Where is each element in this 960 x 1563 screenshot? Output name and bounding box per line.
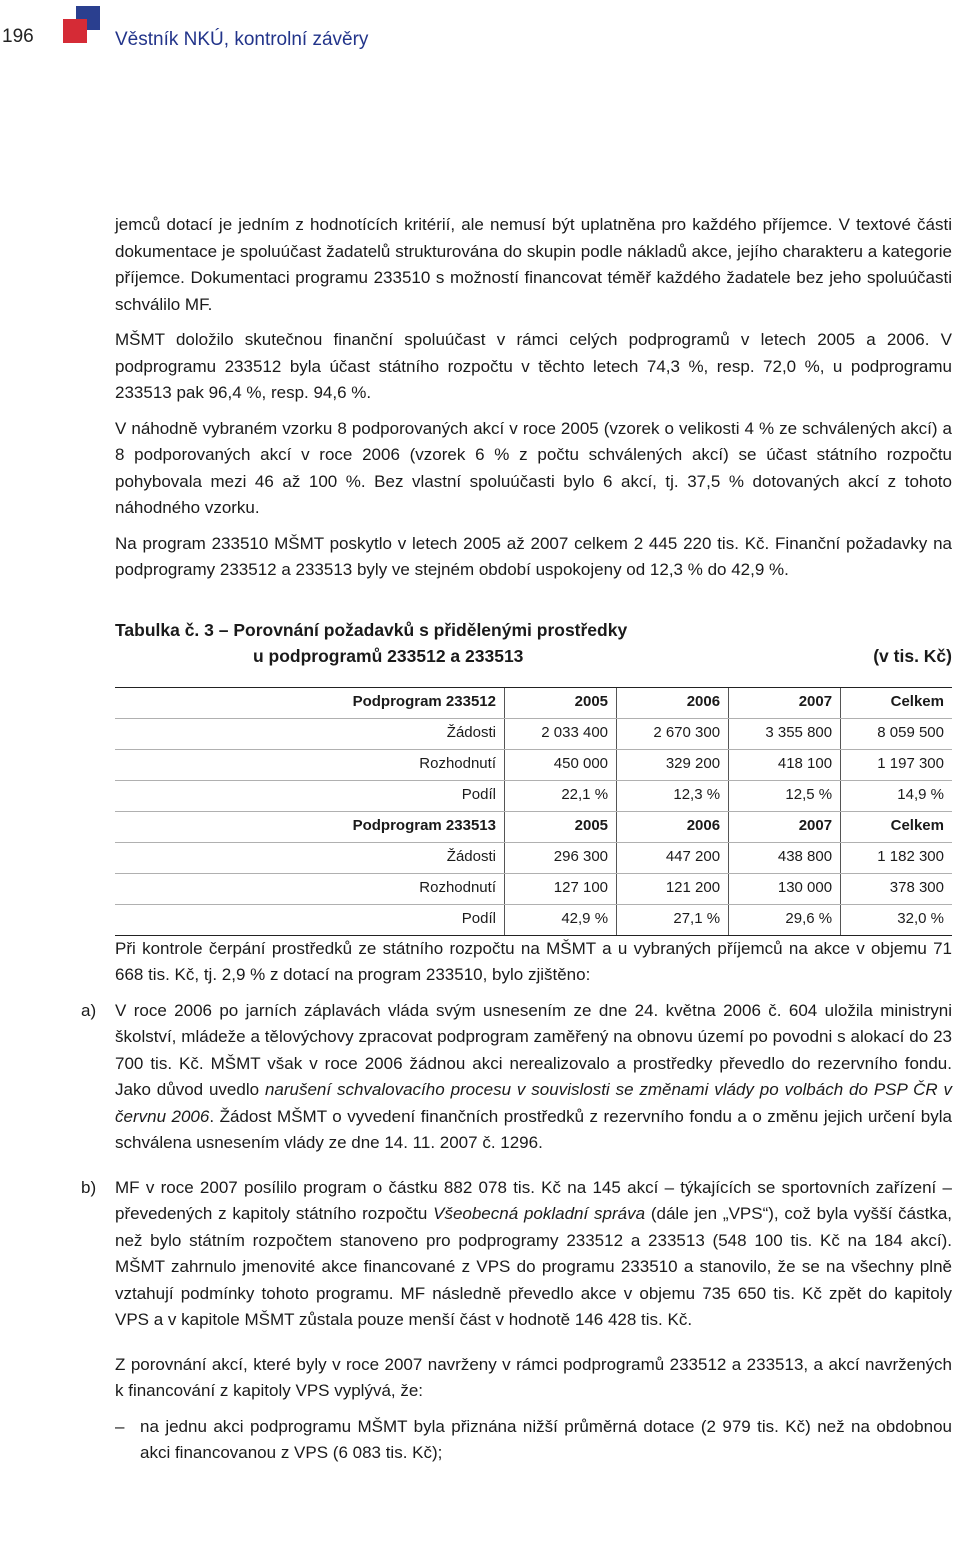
table-row xyxy=(115,780,952,811)
row-label-cell: Žádosti xyxy=(115,842,505,873)
table-title-line2: u podprogramů 233512 a 233513 xyxy=(253,645,524,666)
table-cell: 329 200 xyxy=(617,749,729,780)
table-cell: 14,9 % xyxy=(841,780,952,811)
table-cell: 2 033 400 xyxy=(505,718,617,749)
dash-marker: – xyxy=(115,1416,125,1436)
row-label-cell: Rozhodnutí xyxy=(115,749,505,780)
list-item-b xyxy=(81,1175,952,1334)
table-cell: 378 300 xyxy=(841,873,952,904)
paragraph: Při kontrole čerpání prostředků ze státního rozpočtu na MŠMT a u vybraných příjemců na akce v objemu 71 668 tis. Kč, tj. 2,9 % z dotací na program 233510, bylo zjištěno: xyxy=(115,938,952,984)
table-row xyxy=(115,904,952,935)
table-cell: 8 059 500 xyxy=(841,718,952,749)
row-label-cell: Podíl xyxy=(115,780,505,811)
table-cell: 1 197 300 xyxy=(841,749,952,780)
table-cell: 2005 xyxy=(505,811,617,842)
paragraph: Na program 233510 MŠMT poskytlo v letech 2005 až 2007 celkem 2 445 220 tis. Kč. Finanční požadavky na podprogramy 233512 a 233513 byly ve stejném období uspokojeny od 12,3 % do 42,9 %. xyxy=(115,533,952,579)
table-cell: 3 355 800 xyxy=(729,718,841,749)
page-content xyxy=(81,212,952,1476)
list-marker: a) xyxy=(81,1000,97,1020)
table-cell: 450 000 xyxy=(505,749,617,780)
logo-red-square xyxy=(63,19,87,43)
table-cell: 12,5 % xyxy=(729,780,841,811)
nku-logo-icon xyxy=(63,6,103,46)
table-cell: 27,1 % xyxy=(617,904,729,935)
italic-text: Všeobecná pokladní správa xyxy=(433,1204,646,1223)
table-row xyxy=(115,842,952,873)
table-cell: 2006 xyxy=(617,811,729,842)
table-cell: 130 000 xyxy=(729,873,841,904)
list-marker: b) xyxy=(81,1177,97,1197)
table-cell: 447 200 xyxy=(617,842,729,873)
row-label-cell: Podíl xyxy=(115,904,505,935)
table-cell: 12,3 % xyxy=(617,780,729,811)
dash-list-item xyxy=(115,1414,952,1467)
table-cell: 2005 xyxy=(505,687,617,718)
table-cell: 32,0 % xyxy=(841,904,952,935)
table-row xyxy=(115,749,952,780)
dash-item-text: na jednu akci podprogramu MŠMT byla přiznána nižší průměrná dotace (2 979 tis. Kč) než na obdobnou akci financovanou z VPS (6 083 tis. Kč); xyxy=(140,1416,952,1462)
list-item-text: V roce 2006 po jarních záplavách vláda svým usnesením ze dne 24. května 2006 č. 604 uložila ministryni školství, mládeže a tělovýchovy zpracovat podprogram zaměřený na obnovu území po povodni s alokací do 23 700 tis. Kč. MŠMT však v roce 2006 žádnou akci nerealizovalo a prostředky převedlo do rezervního fondu. Jako důvod uvedlo narušení schvalovacího procesu v souvislosti se změnami vlády po volbách do PSP ČR v červnu 2006. Žádost MŠMT o vyvedení finančních prostředků z rezervního fondu a o změnu jejich určení byla schválena usnesením vlády ze dne 14. 11. 2007 č. 1296. xyxy=(115,1000,952,1152)
table-cell: 2 670 300 xyxy=(617,718,729,749)
row-label-cell: Žádosti xyxy=(115,718,505,749)
list-item-text: MF v roce 2007 posílilo program o částku 882 078 tis. Kč na 145 akcí – týkajících se sportovních zařízení – převedených z kapitoly státního rozpočtu Všeobecná pokladní správa (dále jen „VPS“), což byla vyšší částka, než bylo státním rozpočtem stanoveno pro podprogramy 233512 a 233513 (548 100 tis. Kč na 184 akcí). MŠMT zahrnulo jmenovité akce financované z VPS do programu 233510 a stanovilo, že se na všechny plně vztahují podmínky tohoto programu. MF následně převedlo akce v objemu 735 650 tis. Kč zpět do kapitoly VPS a v kapitole MŠMT zůstala pouze menší část v hodnotě 146 428 tis. Kč. xyxy=(115,1177,952,1329)
journal-title: Věstník NKÚ, kontrolní závěry xyxy=(115,29,369,50)
table-cell: Celkem xyxy=(841,811,952,842)
table-cell: 438 800 xyxy=(729,842,841,873)
table-cell: 296 300 xyxy=(505,842,617,873)
table-row xyxy=(115,873,952,904)
table-cell: 127 100 xyxy=(505,873,617,904)
table-unit: (v tis. Kč) xyxy=(873,645,952,666)
italic-text: narušení schvalovacího procesu v souvislosti se změnami vlády po volbách do PSP ČR v červnu 2006 xyxy=(115,1080,952,1126)
table-cell: 121 200 xyxy=(617,873,729,904)
table-cell: 2007 xyxy=(729,687,841,718)
table-cell: Celkem xyxy=(841,687,952,718)
table-cell: 2007 xyxy=(729,811,841,842)
row-label-cell: Podprogram 233513 xyxy=(115,811,505,842)
paragraph: Z porovnání akcí, které byly v roce 2007 navrženy v rámci podprogramů 233512 a 233513, a akcí navržených k financování z kapitoly VPS vyplývá, že: xyxy=(115,1354,952,1400)
table-cell: 22,1 % xyxy=(505,780,617,811)
table-cell: 29,6 % xyxy=(729,904,841,935)
table-cell: 2006 xyxy=(617,687,729,718)
paragraph: V náhodně vybraném vzorku 8 podporovaných akcí v roce 2005 (vzorek o velikosti 4 % ze schválených akcí) a 8 podporovaných akcí v roce 2006 (vzorek 6 % z počtu schválených akcí) se účast státního rozpočtu pohybovala mezi 46 až 100 %. Bez vlastní spoluúčasti bylo 6 akcí, tj. 37,5 % dotovaných akcí z tohoto náhodného vzorku. xyxy=(115,418,952,517)
page-number: 196 xyxy=(2,26,34,47)
page-header xyxy=(0,0,960,80)
table-row xyxy=(115,718,952,749)
table-row xyxy=(115,811,952,842)
table-title-line1: Tabulka č. 3 – Porovnání požadavků s přidělenými prostředky xyxy=(115,619,628,640)
table-cell: 42,9 % xyxy=(505,904,617,935)
table-row xyxy=(115,687,952,718)
paragraph: jemců dotací je jedním z hodnotících kritérií, ale nemusí být uplatněna pro každého příjemce. V textové části dokumentace je spoluúčast žadatelů strukturována do skupin podle nákladů akce, jejího charakteru a kategorie příjemce. Dokumentaci programu 233510 s možností financovat téměř každého žadatele bez jeho spoluúčasti schválilo MF. xyxy=(115,215,952,314)
list-item-a xyxy=(81,998,952,1157)
row-label-cell: Rozhodnutí xyxy=(115,873,505,904)
table-title xyxy=(115,617,952,669)
comparison-table xyxy=(115,687,952,936)
table-cell: 418 100 xyxy=(729,749,841,780)
paragraph: MŠMT doložilo skutečnou finanční spoluúčast v rámci celých podprogramů v letech 2005 a 2006. V podprogramu 233512 byla účast státního rozpočtu v těchto letech 74,3 %, resp. 72,0 %, u podprogramu 233513 pak 96,4 %, resp. 94,6 %. xyxy=(115,330,952,402)
table-cell: 1 182 300 xyxy=(841,842,952,873)
row-label-cell: Podprogram 233512 xyxy=(115,687,505,718)
